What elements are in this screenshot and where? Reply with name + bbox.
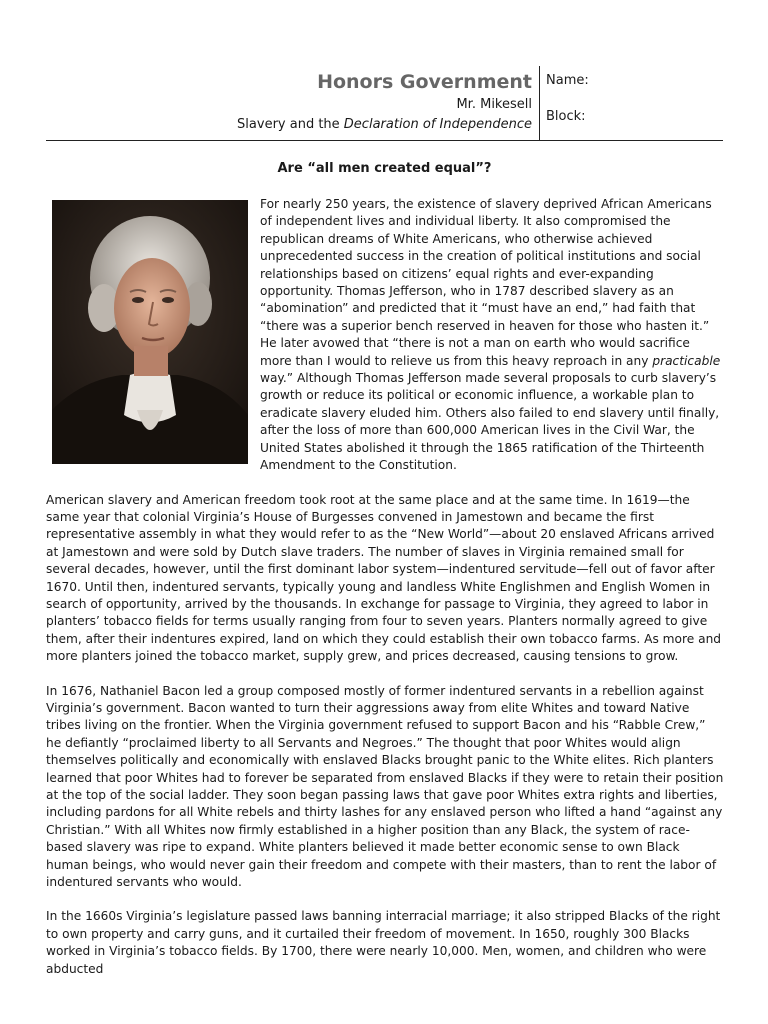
paragraph-3: In 1676, Nathaniel Bacon led a group composed mostly of former indentured servants in a rebellion against Virginia’s government. Bacon wanted to turn their aggressions away from elite Whites and toward Native tribes living on the frontier. When the Virginia government refused to support Bacon and his “Rabble Crew,” he defiantly “proclaimed liberty to all Servants and Negroes.” The thought that poor Whites would align themselves politically and economically with enslaved Blacks brought panic to the White elites. Rich planters learned that poor Whites had to forever be separated from enslaved Blacks if they were to retain their position at the top of the social ladder. They soon began passing laws that gave poor Whites extra rights and liberties, including pardons for all White rebels and thirty lashes for any enslaved person who lifted a hand “against any Christian.” With all Whites now firmly established in a higher position than any Black, the system of race-based slavery was ripe to expand. White planters believed it made better economic sense to own Black human beings, who would never gain their freedom and compete with their masters, than to rent the labor of indentured servants who would. [46,683,724,890]
paragraph-4: In the 1660s Virginia’s legislature passed laws banning interracial marriage; it also stripped Blacks of the right to own property and carry guns, and it curtailed their freedom of movement. In 1650, roughly 300 Blacks worked in Virginia’s tobacco fields. By 1700, there were nearly 10,000. Men, women, and children who were abducted [46,909,721,976]
name-label: Name: [546,73,589,88]
header-right [546,72,589,144]
worksheet-subtitle [46,116,532,134]
paragraph-1-part-b: rights and ever-expanding opportunity. Thomas Jefferson, who in 1787 described slavery as an “abomination” and predicted that it “must have an end,” had faith that “there was a superior bench reserved in heaven for those who hasten it.” He later avowed that “there is not a man on earth who would sacrifice more than I would to relieve us from this heavy reproach in any [260,266,710,368]
essential-question: Are “all men created equal”? [277,161,492,176]
reading-body [46,196,724,995]
paragraph-1 [46,196,724,475]
header-divider-vertical [539,66,540,141]
paragraph-1-part-a: For nearly 250 years, the existence of slavery deprived African Americans of independent lives and individual liberty. It also compromised the republican dreams of White Americans, who otherwise achieved unprecedented success in the creation of political institutions and social relationships based on citizens’ equal [260,197,712,281]
paragraph-2: American slavery and American freedom took root at the same place and at the same time. In 1619—the same year that colonial Virginia’s House of Burgesses convened in Jamestown and became the first representative assembly in what they would refer to as the “New World”—about 20 enslaved Africans arrived at Jamestown and were sold by Dutch slave traders. The number of slaves in Virginia remained small for several decades, however, until the first dominant labor system—indentured servitude—fell out of favor after 1670. Until then, indentured servants, typically young and landless White Englishmen and English Women in search of opportunity, arrived by the thousands. In exchange for passage to Virginia, they agreed to labor in planters’ tobacco fields for terms usually ranging from four to seven years. Planters normally agreed to give them, after their indentures expired, land on which they could establish their own tobacco farms. As more and more planters joined the tobacco market, supply grew, and prices decreased, causing tensions to grow. [46,492,722,664]
subtitle-emphasis: Declaration of Independence [343,117,532,132]
paragraph-1-part-c: way.” Although Thomas Jefferson made several proposals to curb slavery’s growth or reduce its political or economic influence, a workable plan to eradicate slavery eluded him. Others also failed to end slavery until finally, after the loss of more than 600,000 American lives in the Civil War, the United States abolished it through the 1865 ratification of the Thirteenth Amendment to the Constitution. [260,371,720,473]
header-divider-horizontal [46,140,723,141]
teacher-name: Mr. Mikesell [456,97,532,112]
subtitle-text: Slavery and the [237,117,344,132]
paragraph-1-emphasis: practicable [652,353,721,368]
thomas-jefferson-portrait [52,200,248,464]
course-title: Honors Government [317,71,532,93]
block-label: Block: [546,109,586,124]
header-left [46,70,532,134]
